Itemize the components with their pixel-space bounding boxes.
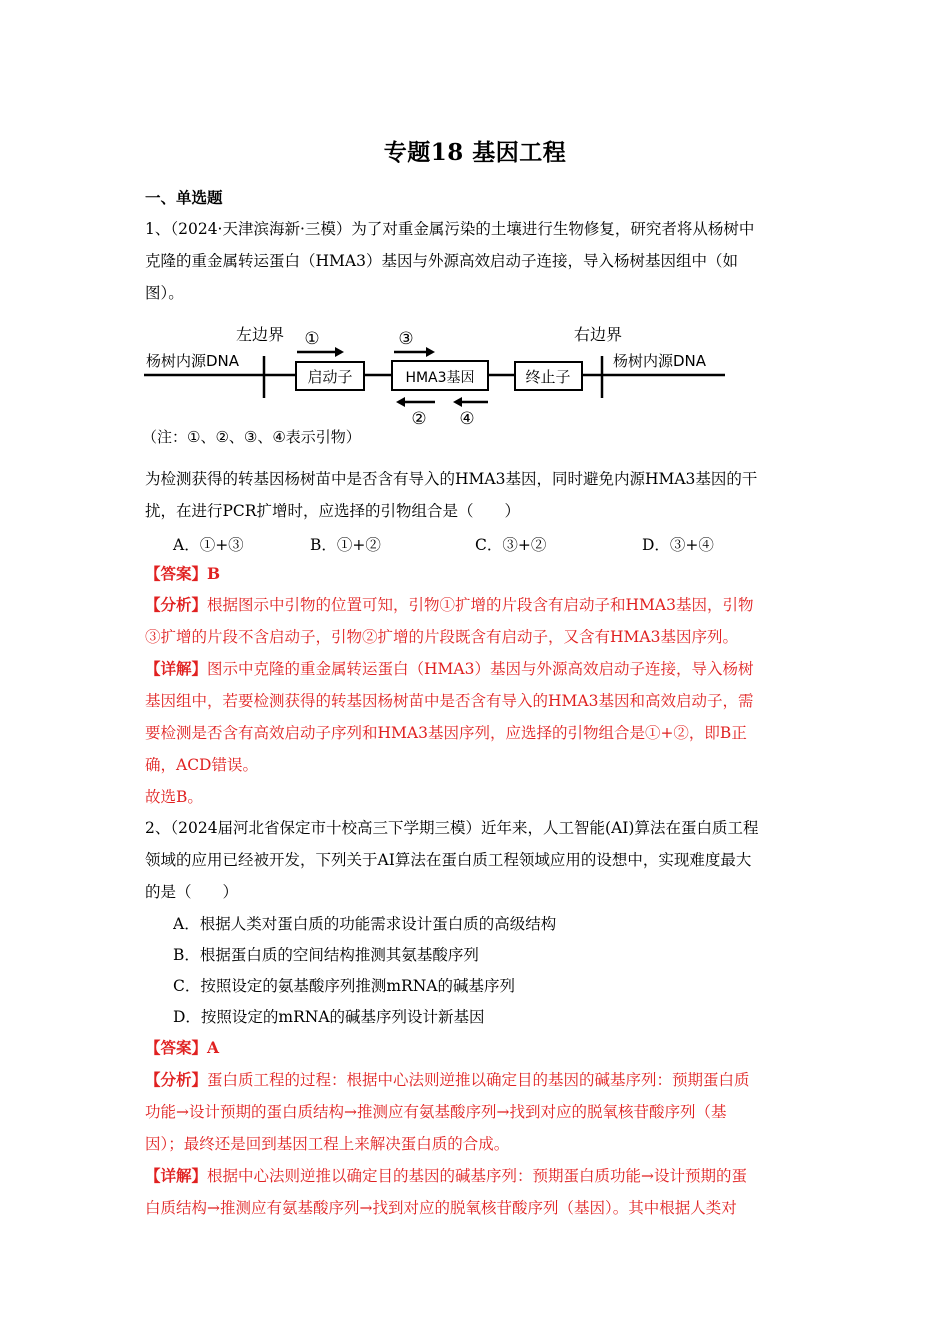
- q1-question-line: 为检测获得的转基因杨树苗中是否含有导入的HMA3基因，同时避免内源HMA3基因的干: [145, 470, 758, 488]
- q2-option-a: A．根据人类对蛋白质的功能需求设计蛋白质的高级结构: [173, 915, 557, 933]
- q2-analysis-line: [145, 1070, 810, 1090]
- q1-choice-d: D．③+④: [642, 536, 714, 554]
- primer-4-arrowhead: [453, 397, 462, 407]
- q2-option-b: B．根据蛋白质的空间结构推测其氨基酸序列: [173, 946, 479, 964]
- q1-text-line: 图）。: [145, 284, 184, 302]
- q1-text-line: 克隆的重金属转运蛋白（HMA3）基因与外源高效启动子连接，导入杨树基因组中（如: [145, 252, 738, 270]
- q1-analysis-line: [145, 595, 810, 615]
- page-title: 专题18 基因工程: [383, 139, 567, 166]
- q1-analysis-line: ③扩增的片段不含启动子，引物②扩增的片段既含有启动子，又含有HMA3基因序列。: [145, 628, 738, 646]
- left-dna-label: 杨树内源DNA: [146, 352, 240, 370]
- primer-3-arrowhead: [426, 347, 435, 357]
- promoter-label: 启动子: [307, 368, 353, 386]
- diagram-note: （注：①、②、③、④表示引物）: [142, 428, 361, 446]
- left-boundary-label: 左边界: [236, 325, 285, 344]
- q1-text-line: 1、（2024·天津滨海新·三模）为了对重金属污染的土壤进行生物修复，研究者将从杨树中: [145, 220, 755, 238]
- q2-detail-line: [145, 1166, 810, 1186]
- primer-2-label: ②: [411, 409, 427, 429]
- hma3-gene-label: HMA3基因: [405, 370, 475, 386]
- q1-detail-line: [145, 659, 810, 679]
- primer-1-arrowhead: [335, 347, 344, 357]
- q1-detail-line: 要检测是否含有高效启动子序列和HMA3基因序列，应选择的引物组合是①+②，即B正: [145, 724, 747, 742]
- gene-construct-diagram: [140, 318, 740, 448]
- q1-choice-a: A．①+③: [173, 536, 244, 554]
- detail-text: 根据中心法则逆推以确定目的基因的碱基序列：预期蛋白质功能→设计预期的蛋: [207, 1167, 748, 1185]
- q1-answer: [145, 564, 810, 584]
- right-boundary-label: 右边界: [574, 325, 623, 344]
- detail-tag: 【详解】: [145, 1166, 208, 1185]
- q2-text-line: 领域的应用已经被开发，下列关于AI算法在蛋白质工程领域应用的设想中，实现难度最大: [145, 851, 752, 869]
- detail-text: 图示中克隆的重金属转运蛋白（HMA3）基因与外源高效启动子连接，导入杨树: [207, 660, 754, 678]
- q2-text-line: 的是（ ）: [145, 883, 239, 901]
- q2-text-line: 2、（2024届河北省保定市十校高三下学期三模）近年来，人工智能(AI)算法在蛋白质工程: [145, 819, 759, 837]
- analysis-text: 根据图示中引物的位置可知，引物①扩增的片段含有启动子和HMA3基因，引物: [207, 596, 754, 614]
- q2-answer: [145, 1038, 810, 1058]
- primer-3-label: ③: [398, 329, 414, 349]
- detail-tag: 【详解】: [145, 659, 208, 678]
- q1-question-line: 扰，在进行PCR扩增时，应选择的引物组合是（ ）: [145, 502, 520, 520]
- terminator-label: 终止子: [525, 368, 571, 386]
- q2-analysis-line: 因）；最终还是回到基因工程上来解决蛋白质的合成。: [145, 1135, 510, 1153]
- primer-2-arrowhead: [396, 397, 405, 407]
- primer-4-label: ④: [459, 409, 475, 429]
- q2-option-c: C．按照设定的氨基酸序列推测mRNA的碱基序列: [173, 977, 515, 995]
- q1-conclusion: 故选B。: [145, 788, 203, 806]
- answer-tag: 【答案】: [145, 564, 208, 583]
- section-heading: 一、单选题: [145, 188, 223, 207]
- q2-analysis-line: 功能→设计预期的蛋白质结构→推测应有氨基酸序列→找到对应的脱氧核苷酸序列（基: [145, 1103, 727, 1121]
- q1-detail-line: 确，ACD错误。: [145, 756, 258, 774]
- q1-choice-b: B．①+②: [310, 536, 381, 554]
- q2-detail-line: 白质结构→推测应有氨基酸序列→找到对应的脱氧核苷酸序列（基因）。其中根据人类对: [145, 1199, 737, 1217]
- answer-tag: 【答案】: [145, 1038, 208, 1057]
- q1-choice-c: C．③+②: [475, 536, 547, 554]
- primer-1-label: ①: [304, 329, 320, 349]
- analysis-tag: 【分析】: [145, 1070, 208, 1089]
- right-dna-label: 杨树内源DNA: [613, 352, 707, 370]
- q2-option-d: D．按照设定的mRNA的碱基序列设计新基因: [173, 1008, 485, 1026]
- analysis-text: 蛋白质工程的过程：根据中心法则逆推以确定目的基因的碱基序列：预期蛋白质: [207, 1071, 750, 1089]
- q1-detail-line: 基因组中，若要检测获得的转基因杨树苗中是否含有导入的HMA3基因和高效启动子，需: [145, 692, 754, 710]
- answer-value: B: [207, 564, 221, 583]
- analysis-tag: 【分析】: [145, 595, 208, 614]
- q1-choices: [145, 533, 810, 553]
- answer-value: A: [207, 1038, 220, 1057]
